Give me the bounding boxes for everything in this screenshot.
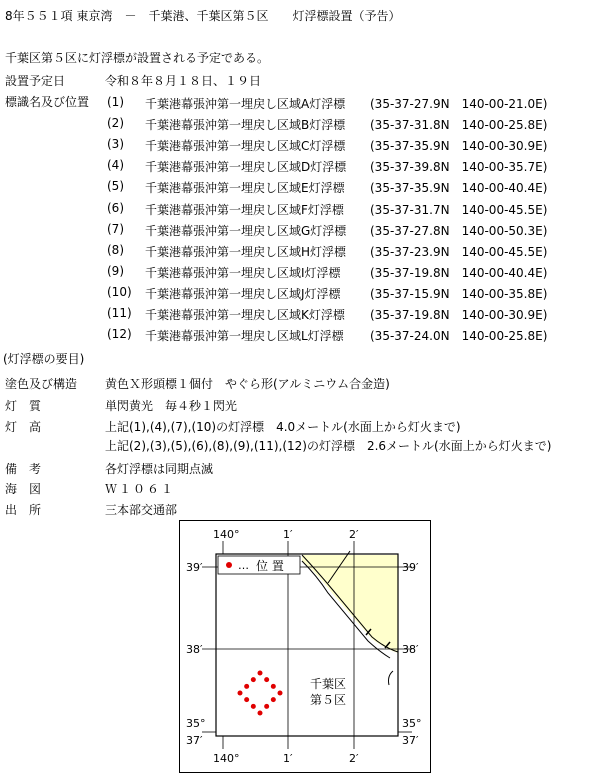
lon-label-1-top: 1′ — [283, 528, 293, 541]
intro-text: 千葉区第５区に灯浮標が設置される予定である。 — [5, 51, 270, 65]
buoy-position: (35-37-35.9N 140-00-30.9E) — [370, 139, 548, 153]
buoy-row — [0, 179, 607, 193]
buoy-position: (35-37-39.8N 140-00-35.7E) — [370, 160, 548, 174]
spec-light-value: 単閃黄光 毎４秒１閃光 — [105, 399, 238, 413]
lat-label-37-left: 37′ — [186, 734, 203, 747]
buoy-number: (9) — [107, 264, 124, 278]
specs-heading: (灯浮標の要目) — [3, 352, 85, 366]
buoy-number: (6) — [107, 201, 124, 215]
spec-source-label: 出 所 — [5, 503, 42, 517]
buoy-name: 千葉港幕張沖第一埋戻し区域D灯浮標 — [145, 160, 347, 174]
buoy-marker — [264, 704, 269, 709]
buoy-number: (5) — [107, 179, 124, 193]
buoy-number: (12) — [107, 327, 132, 341]
buoy-name: 千葉港幕張沖第一埋戻し区域E灯浮標 — [145, 181, 345, 195]
buoy-name: 千葉港幕張沖第一埋戻し区域G灯浮標 — [145, 224, 347, 238]
schedule-value: 令和８年８月１８日、１９日 — [105, 74, 262, 88]
buoy-row — [0, 306, 607, 320]
shore-arc — [389, 671, 394, 685]
buoy-number: (4) — [107, 158, 124, 172]
buoy-row — [0, 158, 607, 172]
schedule-row — [0, 72, 607, 86]
buoy-position: (35-37-24.0N 140-00-25.8E) — [370, 329, 548, 343]
spec-source-value: 三本部交通部 — [105, 503, 178, 517]
spec-height-row — [0, 418, 607, 432]
lat-label-39-left: 39′ — [186, 561, 203, 574]
buoy-number: (11) — [107, 306, 132, 320]
buoy-name: 千葉港幕張沖第一埋戻し区域H灯浮標 — [145, 245, 347, 259]
spec-color-row — [0, 375, 607, 389]
lon-label-2-top: 2′ — [349, 528, 359, 541]
lat-label-38-right: 38′ — [402, 643, 419, 656]
buoy-name: 千葉港幕張沖第一埋戻し区域K灯浮標 — [145, 308, 345, 322]
buoy-position: (35-37-19.8N 140-00-30.9E) — [370, 308, 548, 322]
spec-remark-value: 各灯浮標は同期点滅 — [105, 462, 214, 476]
buoy-position: (35-37-31.8N 140-00-25.8E) — [370, 118, 548, 132]
buoy-number: (3) — [107, 137, 124, 151]
buoy-position: (35-37-23.9N 140-00-45.5E) — [370, 245, 548, 259]
lon-label-2-bottom: 2′ — [349, 752, 359, 765]
buoy-name: 千葉港幕張沖第一埋戻し区域F灯浮標 — [145, 203, 344, 217]
legend-dots-text: … — [238, 559, 249, 572]
buoy-position: (35-37-31.7N 140-00-45.5E) — [370, 203, 548, 217]
location-map — [179, 520, 431, 773]
buoy-marker — [271, 697, 276, 702]
buoy-row — [0, 137, 607, 151]
buoy-marker — [278, 691, 283, 696]
buoy-number: (7) — [107, 222, 124, 236]
spec-chart-value: Ｗ１０６１ — [105, 482, 176, 496]
lat-label-38-left: 38′ — [186, 643, 203, 656]
area-label-2: 第５区 — [310, 693, 347, 707]
buoy-number: (8) — [107, 243, 124, 257]
buoy-name: 千葉港幕張沖第一埋戻し区域C灯浮標 — [145, 139, 346, 153]
area-label-1: 千葉区 — [310, 677, 347, 691]
buoy-number: (1) — [107, 95, 124, 109]
spec-height-label: 灯 高 — [5, 420, 42, 434]
buoy-marker — [264, 677, 269, 682]
buoy-marker — [244, 697, 249, 702]
spec-chart-row — [0, 480, 607, 494]
buoy-row — [0, 327, 607, 341]
buoy-marker — [258, 711, 263, 716]
spec-height-value-2: 上記(2),(3),(5),(6),(8),(9),(11),(12)の灯浮標 2.6メートル(水面上から灯火まで) — [105, 439, 552, 453]
buoy-row — [0, 116, 607, 130]
buoy-position: (35-37-27.8N 140-00-50.3E) — [370, 224, 548, 238]
buoy-position: (35-37-35.9N 140-00-40.4E) — [370, 181, 548, 195]
lat-label-35-left: 35° — [186, 717, 206, 730]
buoy-row — [0, 95, 607, 109]
page-title: 8年５５１項 東京湾 － 千葉港、千葉区第５区 灯浮標設置（予告） — [5, 9, 401, 23]
buoy-row — [0, 264, 607, 278]
buoy-position: (35-37-27.9N 140-00-21.0E) — [370, 97, 548, 111]
spec-light-label: 灯 質 — [5, 399, 42, 413]
spec-color-value: 黄色Ｘ形頭標１個付 やぐら形(アルミニウム合金造) — [105, 377, 390, 391]
buoy-row — [0, 285, 607, 299]
buoy-row — [0, 243, 607, 257]
legend-label: 位 置 — [256, 559, 284, 573]
buoy-name: 千葉港幕張沖第一埋戻し区域I灯浮標 — [145, 266, 341, 280]
spec-light-row — [0, 397, 607, 411]
lon-label-1-bottom: 1′ — [283, 752, 293, 765]
buoy-marker — [258, 671, 263, 676]
spec-remark-row — [0, 460, 607, 474]
spec-chart-label: 海 図 — [5, 482, 42, 496]
spec-source-row — [0, 501, 607, 515]
lat-label-37-right: 37′ — [402, 734, 419, 747]
buoy-marker — [251, 704, 256, 709]
buoy-number: (10) — [107, 285, 132, 299]
buoy-name: 千葉港幕張沖第一埋戻し区域B灯浮標 — [145, 118, 346, 132]
spec-remark-label: 備 考 — [5, 462, 42, 476]
buoy-row — [0, 201, 607, 215]
land-area — [302, 555, 398, 653]
schedule-label: 設置予定日 — [5, 74, 66, 88]
buoy-marker — [271, 684, 276, 689]
buoy-marker — [244, 684, 249, 689]
buoy-position: (35-37-15.9N 140-00-35.8E) — [370, 287, 548, 301]
spec-color-label: 塗色及び構造 — [5, 377, 78, 391]
buoy-marker — [251, 677, 256, 682]
lat-label-39-right: 39′ — [402, 561, 419, 574]
spec-height-row-2 — [0, 437, 607, 451]
buoy-number: (2) — [107, 116, 124, 130]
lon-label-140-top: 140° — [213, 528, 240, 541]
buoy-row — [0, 222, 607, 236]
buoy-section-label: 標識名及び位置 — [5, 95, 90, 109]
buoy-position: (35-37-19.8N 140-00-40.4E) — [370, 266, 548, 280]
lat-label-35-right: 35° — [402, 717, 422, 730]
buoy-marker — [238, 691, 243, 696]
lon-label-140-bottom: 140° — [213, 752, 240, 765]
spec-height-value-1: 上記(1),(4),(7),(10)の灯浮標 4.0メートル(水面上から灯火まで) — [105, 420, 461, 434]
map-canvas — [180, 521, 430, 772]
buoy-name: 千葉港幕張沖第一埋戻し区域A灯浮標 — [145, 97, 346, 111]
buoy-name: 千葉港幕張沖第一埋戻し区域J灯浮標 — [145, 287, 341, 301]
buoy-markers — [238, 671, 283, 716]
buoy-name: 千葉港幕張沖第一埋戻し区域L灯浮標 — [145, 329, 344, 343]
legend-marker — [226, 562, 232, 568]
